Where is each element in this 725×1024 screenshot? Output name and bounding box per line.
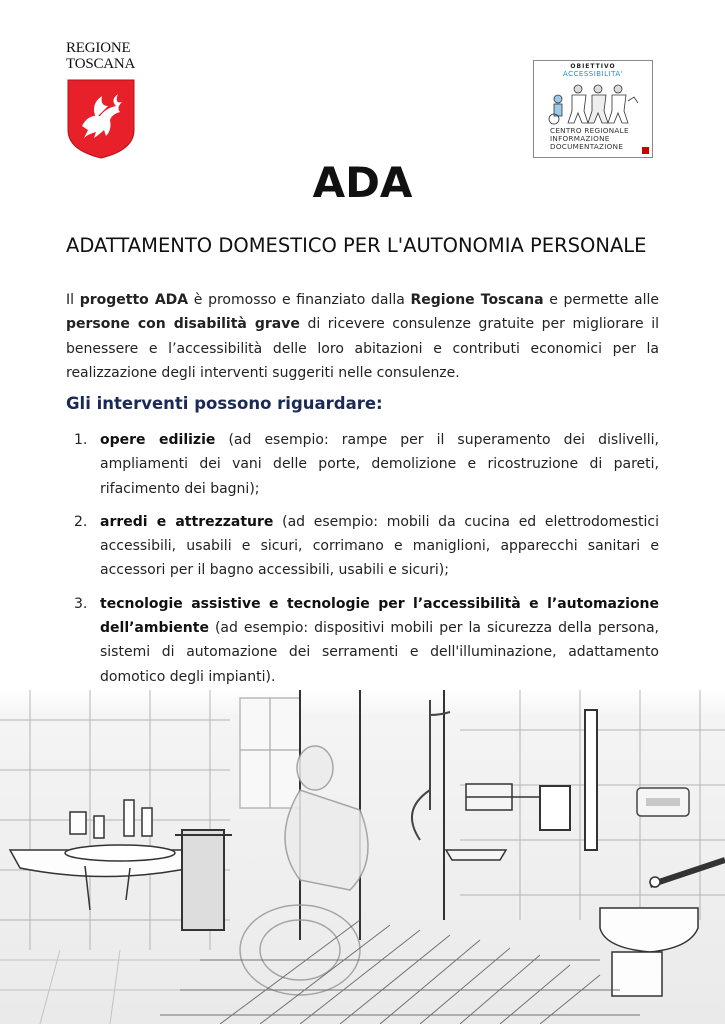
logo-accessibility-label: ACCESSIBILITA' <box>562 70 624 78</box>
list-item-number: 2. <box>74 513 88 530</box>
intro-text-2: è promosso e finanziato dalla <box>188 292 411 308</box>
logo-org-line2: INFORMAZIONE <box>550 134 610 144</box>
list-item-bold: arredi e attrezzature <box>100 513 274 530</box>
regione-toscana-logo <box>66 40 142 156</box>
list-item-bold: tecnologie assistive e tecnologie per l’accessibilità e l’automazione dell’ambiente <box>100 595 659 637</box>
list-item-text: (ad esempio: dispositivi mobili per la sicurezza della persona, sistemi di automazione dei serramenti e dell'illuminazione, adattamento domotico degli impianti). <box>100 620 659 685</box>
logo-name-line2: TOSCANA <box>66 56 136 72</box>
logo-objective-label: OBIETTIVO <box>570 63 616 70</box>
intro-bold-project: progetto ADA <box>79 292 189 308</box>
accessible-bathroom-illustration <box>0 690 725 1024</box>
list-item-text: (ad esempio: rampe per il superamento dei dislivelli, ampliamenti dei vani delle porte, demolizione e ricostruzione di pareti, rifacimento dei bagni); <box>100 432 659 497</box>
logo-mini-emblem <box>642 147 649 154</box>
list-item <box>66 510 659 583</box>
logo-name-line1: REGIONE <box>66 40 131 56</box>
intro-bold-region: Regione Toscana <box>410 292 544 308</box>
interventions-heading: Gli interventi possono riguardare: <box>66 394 383 413</box>
intro-text-1: Il <box>66 292 80 308</box>
list-item-bold: opere edilizie <box>100 432 216 448</box>
list-item <box>66 592 659 689</box>
list-item-number: 3. <box>74 595 88 612</box>
logo-org-line1: CENTRO REGIONALE <box>550 126 629 135</box>
list-item-text: (ad esempio: mobili da cucina ed elettrodomestici accessibili, usabili e sicuri, corrimano e maniglioni, apparecchi sanitari e accessori per il bagno accessibili, usabili e sicuri); <box>100 513 659 579</box>
page-subtitle: ADATTAMENTO DOMESTICO PER L'AUTONOMIA PERSONALE <box>66 234 647 257</box>
interventions-list <box>66 428 659 698</box>
page-title: ADA <box>312 158 413 207</box>
intro-bold-people: persone con disabilità grave <box>66 316 300 333</box>
logo-organization-name <box>550 127 629 152</box>
list-item-number: 1. <box>74 432 88 448</box>
pegasus-shield-icon <box>66 78 136 160</box>
intro-paragraph <box>66 288 659 385</box>
crid-accessibility-logo <box>533 60 653 158</box>
logo-org-line3: DOCUMENTAZIONE <box>550 142 624 152</box>
intro-text-3: e permette alle <box>543 292 660 308</box>
intro-text-4: di ricevere consulenze gratuite per migliorare il benessere e l’accessibilità delle loro abitazioni e contributi economici per la realizzazione degli interventi suggeriti nelle consulenze. <box>66 316 659 381</box>
people-group-icon <box>534 77 652 127</box>
list-item <box>66 428 659 501</box>
